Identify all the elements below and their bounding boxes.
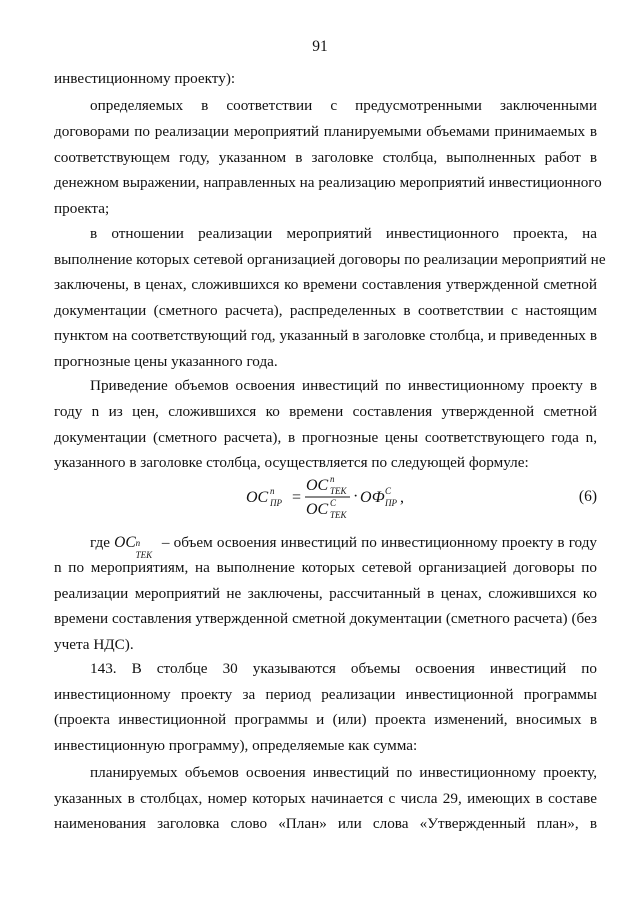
text-line: указанных в столбцах, номер которых начинается с числа 29, имеющих в составе (54, 790, 597, 807)
text-line: инвестиционному проекту): (54, 70, 236, 87)
where-prefix: где (90, 534, 110, 551)
text-line: n по мероприятиям, на выполнение которых сетевой организацией договоры по (54, 559, 597, 576)
text-line: прогнозные цены указанного года. (54, 353, 278, 370)
where-symbol-sub: ТЕК (135, 550, 153, 561)
lhs-sub: ПР (270, 498, 282, 508)
text-line: определяемых в соответствии с предусмотренными заключенными (90, 97, 597, 114)
lhs-sup: n (270, 486, 275, 496)
text-line: 143. В столбце 30 указываются объемы освоения инвестиций по (90, 660, 597, 677)
multiplier-main: ОФ (360, 489, 385, 506)
numerator-sub: ТЕК (330, 486, 347, 496)
where-symbol (114, 534, 158, 561)
equals-sign: = (292, 489, 302, 506)
text-line: денежном выражении, направленных на реализацию мероприятий инвестиционного (54, 174, 602, 191)
text-line: инвестиционную программу), определяемые как сумма: (54, 737, 418, 754)
text-line: году n из цен, сложившихся ко времени составления утвержденной сметной (54, 403, 597, 420)
text-line: пунктом на соответствующий год, указанный в заголовке столбца, и приведенных в (54, 327, 597, 344)
text-line: заключены, в ценах, сложившихся ко времени составления утвержденной сметной (54, 276, 597, 293)
text-line: учета НДС). (54, 636, 134, 653)
text-line: договорами по реализации мероприятий планируемыми объемами принимаемых в (54, 123, 597, 140)
text-line: наименования заголовка слово «План» или слова «Утвержденный план», в (54, 815, 597, 832)
denominator-sub: ТЕК (330, 510, 347, 520)
text-line: реализации мероприятий не заключены, рассчитанный в ценах, сложившихся ко (54, 585, 597, 602)
text-line: планируемых объемов освоения инвестиций по инвестиционному проекту, (90, 764, 597, 781)
where-line (90, 530, 598, 561)
page-number: 91 (312, 38, 328, 55)
where-symbol-indices (135, 534, 158, 561)
text-line: выполнение которых сетевой организацией договоры по реализации мероприятий не (54, 251, 606, 268)
where-symbol-sup: n (135, 538, 141, 549)
multiplier-sup: С (385, 486, 392, 496)
text-line: инвестиционному проекту за период реализации инвестиционной программы (54, 686, 597, 703)
text-line: Приведение объемов освоения инвестиций по инвестиционному проекту в (90, 377, 597, 394)
where-text: – объем освоения инвестиций по инвестиционному проекту в году (161, 534, 598, 551)
text-line: в отношении реализации мероприятий инвестиционного проекта, на (90, 225, 597, 242)
numerator-main: ОС (306, 477, 329, 494)
formula-expression (246, 473, 426, 523)
text-line: соответствующем году, указанном в заголовке столбца, выполненных работ в (54, 149, 597, 166)
denominator-main: ОС (306, 501, 329, 518)
equation-number: (6) (578, 488, 597, 505)
where-symbol-main: ОС (114, 534, 136, 551)
text-line: указанного в заголовке столбца, осуществляется по следующей формуле: (54, 454, 529, 471)
multiplier-sub: ПР (385, 498, 397, 508)
text-line: документации (сметного расчета), распределенных в соответствии с настоящим (54, 302, 597, 319)
numerator-sup: n (330, 474, 335, 484)
multiply-dot: · (353, 488, 359, 505)
text-line: документации (сметного расчета), в прогнозные цены соответствующего года n, (54, 429, 597, 446)
text-line: (проекта инвестиционной программы и (или) проекта изменений, вносимых в (54, 711, 597, 728)
formula-6 (0, 473, 640, 523)
denominator-sup: С (330, 498, 337, 508)
text-line: времени составления утвержденной сметной документации (сметного расчета) (без (54, 610, 597, 627)
text-line: проекта; (54, 200, 110, 217)
formula-comma: , (400, 489, 404, 506)
lhs-main: ОС (246, 489, 269, 506)
